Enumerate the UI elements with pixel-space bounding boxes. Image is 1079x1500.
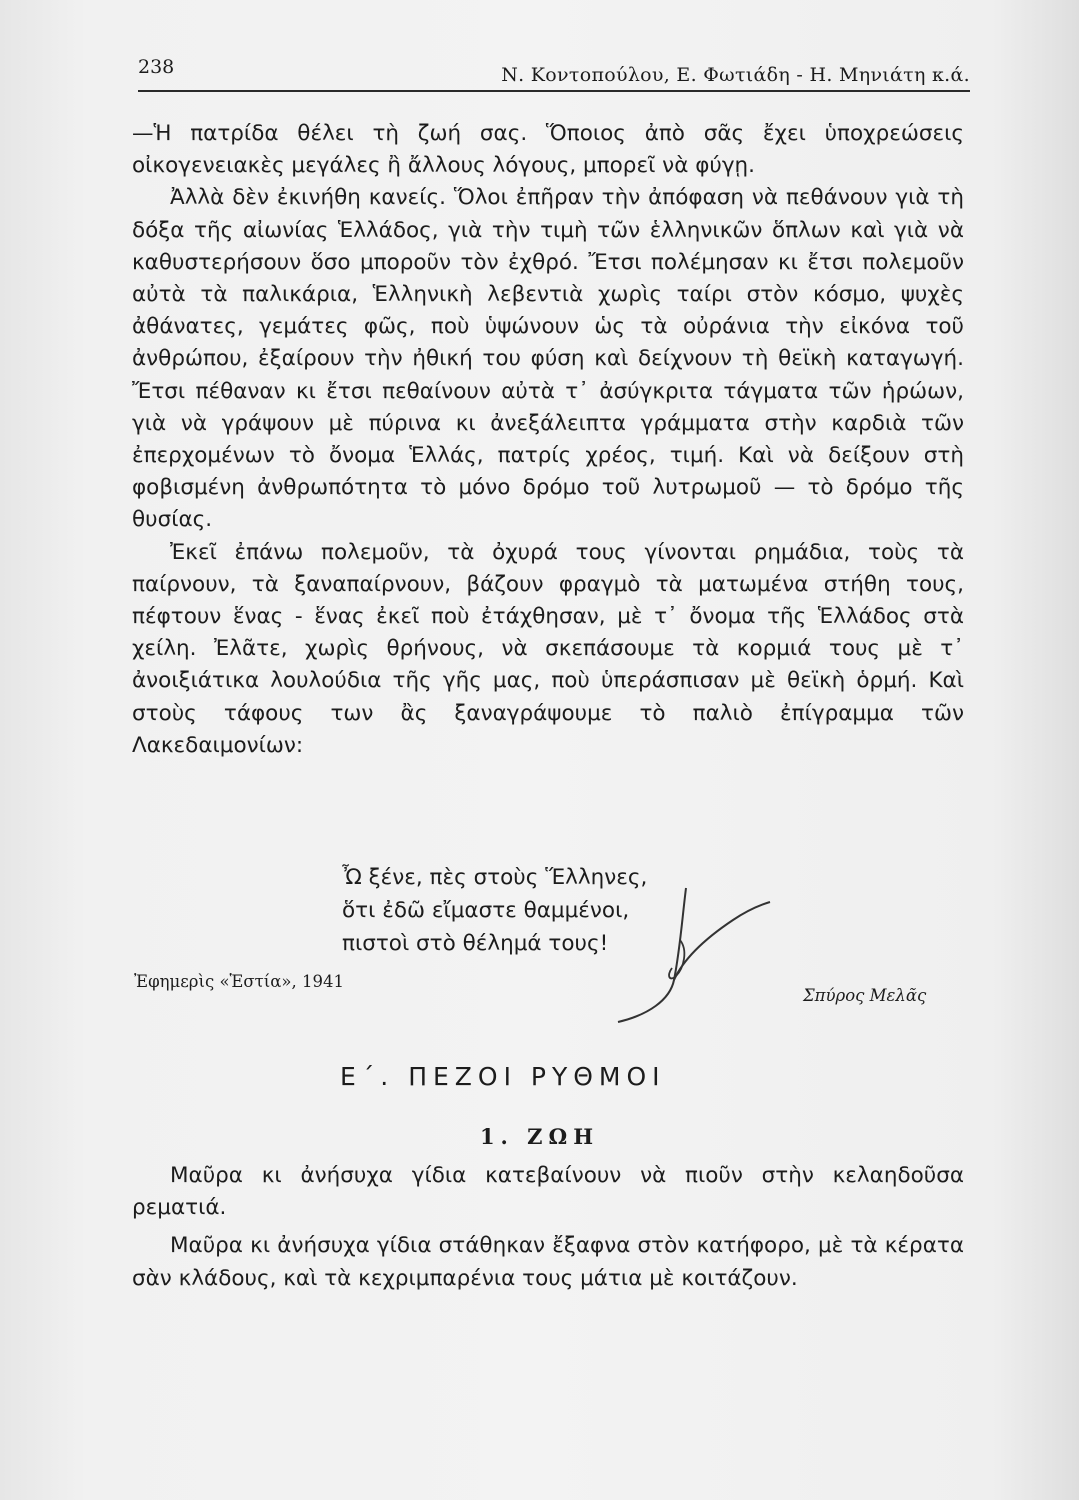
page-number: 238 bbox=[138, 56, 175, 78]
paragraph: Μαῦρα κι ἀνήσυχα γίδια στάθηκαν ἔξαφνα στὸν κατήφορο, μὲ τὰ κέρατα σὰν κλάδους, καὶ τὰ κεχριμπαρένια τους μάτια μὲ κοιτάζουν. bbox=[132, 1233, 964, 1291]
epigram bbox=[342, 861, 647, 960]
page-header bbox=[138, 48, 970, 92]
poem-title: 1. ΖΩΗ bbox=[479, 1124, 600, 1149]
paragraph: Μαῦρα κι ἀνήσυχα γίδια κατεβαίνουν νὰ πιοῦν στὴν κελαηδοῦσα ρεματιά. bbox=[132, 1163, 964, 1221]
epigram-line: ὅτι ἐδῶ εἴμαστε θαμμένοι, bbox=[342, 898, 630, 923]
epigram-line: πιστοὶ στὸ θέλημά τους! bbox=[342, 931, 609, 956]
paragraph: Ἐκεῖ ἐπάνω πολεμοῦν, τὰ ὀχυρά τους γίνονται ρημάδια, τοὺς τὰ παίρνουν, τὰ ξαναπαίρνουν, βάζουν φραγμὸ τὰ ματωμένα στήθη τους, πέφτουν ἕνας - ἕνας ἐκεῖ ποὺ ἐτάχθησαν, μὲ τ᾽ ὄνομα τῆς Ἑλλάδος στὰ χείλη. Ἐλᾶτε, χωρὶς θρήνους, νὰ σκεπάσουμε τὰ κορμιά τους μὲ τ᾽ ἀνοιξιάτικα λουλούδια τῆς γῆς μας, ποὺ ὑπεράσπισαν μὲ θεϊκὴ ὁρμή. Καὶ στοὺς τάφους των ἂς ξαναγράψουμε τὸ παλιὸ ἐπίγραμμα τῶν Λακεδαιμονίων: bbox=[132, 539, 964, 758]
author-name: Σπύρος Μελᾶς bbox=[803, 986, 927, 1005]
running-head: Ν. Κοντοπούλου, Ε. Φωτιάδη - Η. Μηνιάτη κ.ά. bbox=[501, 64, 970, 86]
poem-text bbox=[132, 1160, 964, 1301]
paragraph: —Ἡ πατρίδα θέλει τὴ ζωή σας. Ὅποιος ἀπὸ σᾶς ἔχει ὑποχρεώσεις οἰκογενειακὲς μεγάλες ἢ ἄλλους λόγους, μπορεῖ νὰ φύγῃ. bbox=[132, 121, 964, 179]
body-text bbox=[132, 118, 964, 762]
epigram-line: Ὦ ξένε, πὲς στοὺς Ἕλληνες, bbox=[342, 865, 648, 890]
section-title: Ε΄. ΠΕΖΟΙ ΡΥΘΜΟΙ bbox=[340, 1062, 666, 1091]
handwritten-signature bbox=[608, 880, 778, 1030]
paragraph: Ἀλλὰ δὲν ἐκινήθη κανείς. Ὅλοι ἐπῆραν τὴν ἀπόφαση νὰ πεθάνουν γιὰ τὴ δόξα τῆς αἰωνίας Ἑλλάδος, γιὰ τὴν τιμὴ τῶν ἑλληνικῶν ὅπλων καὶ γιὰ νὰ καθυστερήσουν ὅσο μποροῦν τὸν ἐχθρό. Ἔτσι πολέμησαν κι ἔτσι πολεμοῦν αὐτὰ τὰ παλικάρια, Ἑλληνικὴ λεβεντιὰ χωρὶς ταίρι στὸν κόσμο, ψυχὲς ἀθάνατες, γεμάτες φῶς, ποὺ ὑψώνουν ὡς τὰ οὐράνια τὴν εἰκόνα τοῦ ἀνθρώπου, ἐξαίρουν τὴν ἠθική του φύση καὶ δείχνουν τὴ θεϊκὴ καταγωγή. Ἔτσι πέθαναν κι ἔτσι πεθαίνουν αὐτὰ τ᾽ ἀσύγκριτα τάγματα τῶν ἡρώων, γιὰ νὰ γράψουν μὲ πύρινα κι ἀνεξάλειπτα γράμματα στὴν καρδιὰ τῶν ἐπερχομένων τὸ ὄνομα Ἑλλάς, πατρίς χρέος, τιμή. Καὶ νὰ δείξουν στὴ φοβισμένη ἀνθρωπότητα τὸ μόνο δρόμο τοῦ λυτρωμοῦ — τὸ δρόμο τῆς θυσίας. bbox=[132, 185, 964, 533]
source-citation: Ἐφημερὶς «Ἑστία», 1941 bbox=[134, 972, 344, 991]
